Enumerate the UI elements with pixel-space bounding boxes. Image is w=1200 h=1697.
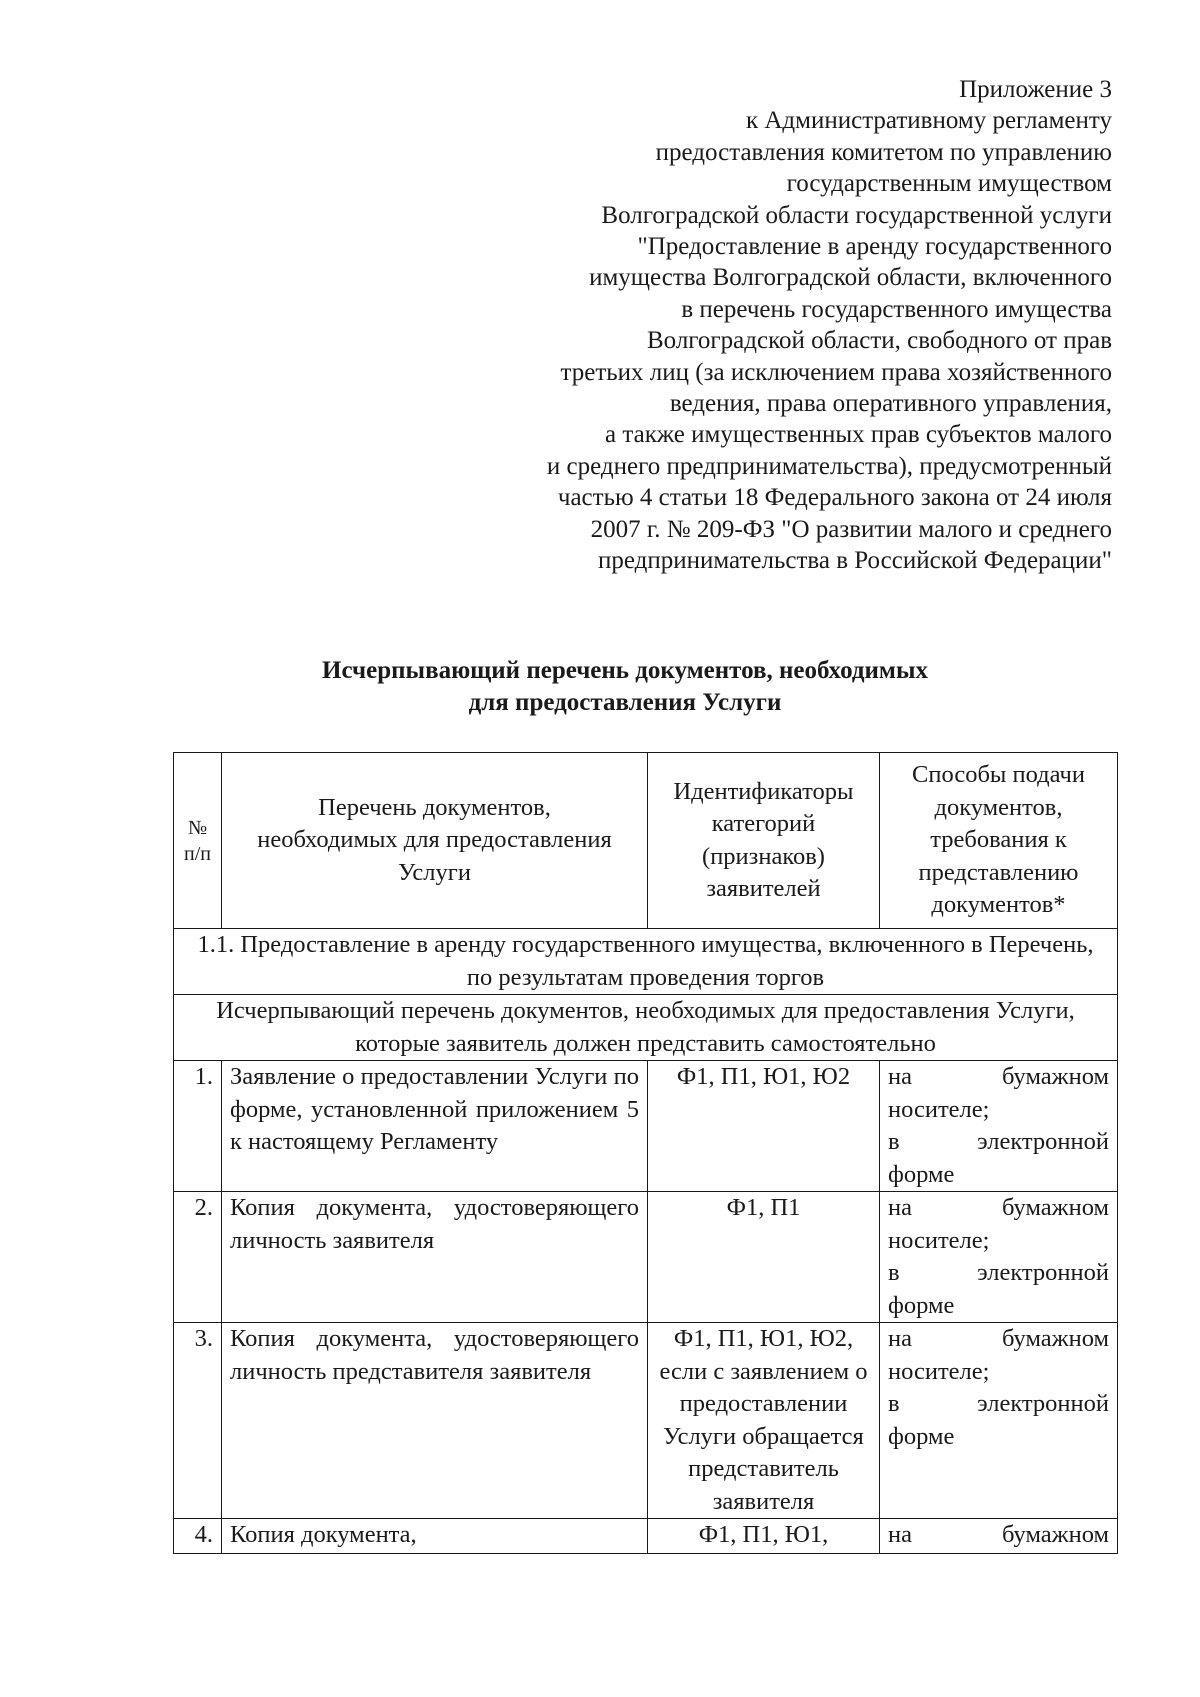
row-document: Копия документа, удостоверяющего личность представителя заявителя: [222, 1323, 648, 1519]
row-number: 4.: [174, 1519, 222, 1554]
header-documents: Перечень документов, необходимых для предоставления Услуги: [222, 753, 648, 929]
method-paper: на бумажном носителе;: [888, 1063, 1109, 1123]
row-identifiers: Ф1, П1, Ю1, Ю2, если с заявлением о предоставлении Услуги обращается представитель заявителя: [648, 1323, 880, 1519]
row-method: [880, 1192, 1118, 1323]
table-header-row: [174, 753, 1118, 929]
appendix-line: в перечень государственного имущества: [681, 295, 1112, 323]
method-electronic: в электронной форме: [888, 1128, 1109, 1188]
section-title: 1.1. Предоставление в аренду государственного имущества, включенного в Перечень, по результатам проведения торгов: [174, 929, 1118, 995]
row-method: [880, 1519, 1118, 1554]
appendix-line: 2007 г. № 209-ФЗ "О развитии малого и среднего: [590, 515, 1112, 543]
table-row: [174, 1323, 1118, 1519]
row-identifiers: Ф1, П1, Ю1,: [648, 1519, 880, 1554]
appendix-line: третьих лиц (за исключением права хозяйственного: [560, 358, 1112, 386]
appendix-line: а также имущественных прав субъектов малого: [605, 421, 1112, 449]
method-paper: на бумажном носителе;: [888, 1325, 1109, 1385]
appendix-line: предпринимательства в Российской Федерации": [597, 547, 1112, 575]
table-row: [174, 1192, 1118, 1323]
appendix-line: и среднего предпринимательства), предусмотренный: [546, 452, 1112, 480]
appendix-line: частью 4 статьи 18 Федерального закона от 24 июля: [557, 484, 1112, 512]
table-row: [174, 1061, 1118, 1192]
appendix-line: ведения, права оперативного управления,: [669, 390, 1112, 418]
document-title-line: для предоставления Услуги: [468, 689, 782, 716]
section-row: [174, 995, 1118, 1061]
document-title: [0, 655, 1200, 719]
row-method: [880, 1061, 1118, 1192]
appendix-line: Приложение 3: [959, 76, 1112, 103]
row-identifiers: Ф1, П1, Ю1, Ю2: [648, 1061, 880, 1192]
documents-table: [173, 752, 1118, 1554]
method-paper: на бумажном: [888, 1521, 1109, 1548]
table-row: [174, 1519, 1118, 1554]
appendix-line: государственным имуществом: [786, 170, 1112, 198]
row-method: [880, 1323, 1118, 1519]
appendix-line: имущества Волгоградской области, включенного: [589, 264, 1112, 292]
row-identifiers: Ф1, П1: [648, 1192, 880, 1323]
row-number: 1.: [174, 1061, 222, 1192]
appendix-line: "Предоставление в аренду государственного: [637, 233, 1112, 261]
section-row: [174, 929, 1118, 995]
method-electronic: в электронной форме: [888, 1390, 1109, 1450]
row-number: 3.: [174, 1323, 222, 1519]
header-identifiers: Идентификаторы категорий (признаков) заявителей: [648, 753, 880, 929]
section-subtitle: Исчерпывающий перечень документов, необходимых для предоставления Услуги, которые заявитель должен представить самостоятельно: [174, 995, 1118, 1061]
header-num: № п/п: [174, 753, 222, 929]
appendix-line: предоставления комитетом по управлению: [655, 138, 1112, 166]
method-paper: на бумажном носителе;: [888, 1194, 1109, 1254]
header-methods: Способы подачи документов, требования к представлению документов*: [880, 753, 1118, 929]
appendix-line: Волгоградской области государственной услуги: [601, 201, 1112, 229]
row-document: Заявление о предоставлении Услуги по форме, установленной приложением 5 к настоящему Регламенту: [222, 1061, 648, 1192]
appendix-line: к Административному регламенту: [745, 107, 1112, 135]
row-number: 2.: [174, 1192, 222, 1323]
row-document: Копия документа,: [222, 1519, 648, 1554]
document-title-line: Исчерпывающий перечень документов, необходимых: [322, 657, 928, 684]
appendix-header: [412, 74, 1112, 577]
method-electronic: в электронной форме: [888, 1259, 1109, 1319]
appendix-line: Волгоградской области, свободного от прав: [646, 327, 1112, 355]
row-document: Копия документа, удостоверяющего личность заявителя: [222, 1192, 648, 1323]
